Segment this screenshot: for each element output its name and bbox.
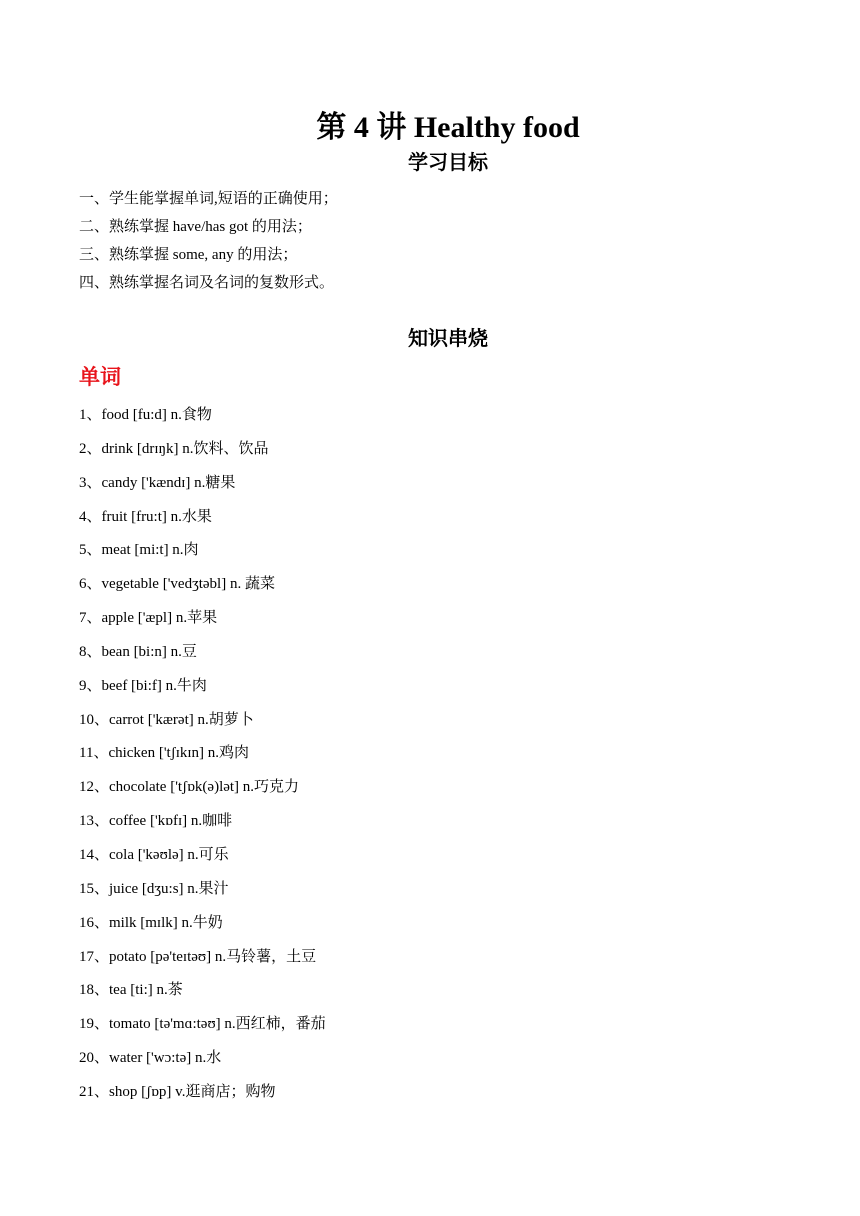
vocab-item: 20、water ['wɔ:tə] n.水: [79, 1050, 222, 1067]
goals-list: [79, 185, 338, 297]
goal-item: 二、熟练掌握 have/has got 的用法；: [79, 219, 312, 235]
vocab-item: 16、milk [mɪlk] n.牛奶: [79, 914, 223, 931]
vocab-item: 11、chicken ['tʃɪkɪn] n.鸡肉: [79, 745, 250, 762]
vocab-item: 21、shop [ʃɒp] v.逛商店；购物: [79, 1083, 276, 1100]
vocab-item: 9、beef [bi:f] n.牛肉: [79, 677, 207, 694]
goal-item: 三、熟练掌握 some, any 的用法；: [79, 247, 298, 263]
vocab-item: 3、candy ['kændɪ] n.糖果: [79, 474, 236, 491]
vocab-item: 4、fruit [fru:t] n.水果: [79, 508, 212, 525]
vocab-list: [79, 399, 326, 1110]
vocab-item: 18、tea [ti:] n.茶: [79, 982, 183, 999]
vocab-item: 10、carrot ['kærət] n.胡萝卜: [79, 711, 254, 728]
vocab-item: 15、juice [dʒu:s] n.果汁: [79, 880, 229, 897]
vocab-item: 19、tomato [tə'mɑ:təʊ] n.西红柿，番茄: [79, 1016, 326, 1033]
vocab-item: 14、cola ['kəʊlə] n.可乐: [79, 846, 229, 863]
vocab-item: 2、drink [drɪŋk] n.饮料、饮品: [79, 440, 269, 457]
vocab-item: 17、potato [pə'teɪtəʊ] n.马铃薯，土豆: [79, 948, 317, 965]
vocab-item: 13、coffee ['kɒfɪ] n.咖啡: [79, 813, 233, 830]
knowledge-heading: 知识串烧: [408, 326, 488, 350]
goals-heading: 学习目标: [408, 150, 488, 174]
vocab-heading: 单词: [79, 365, 121, 389]
vocab-item: 6、vegetable ['vedʒtəbl] n. 蔬菜: [79, 576, 275, 593]
vocab-item: 1、food [fu:d] n.食物: [79, 407, 212, 423]
vocab-item: 8、bean [bi:n] n.豆: [79, 643, 197, 660]
goal-item: 四、熟练掌握名词及名词的复数形式。: [79, 275, 335, 291]
vocab-item: 5、meat [mi:t] n.肉: [79, 542, 199, 559]
lesson-title: 第 4 讲 Healthy food: [316, 111, 580, 144]
vocab-item: 12、chocolate ['tʃɒk(ə)lət] n.巧克力: [79, 779, 300, 796]
goal-item: 一、学生能掌握单词,短语的正确使用；: [79, 191, 338, 207]
vocab-item: 7、apple ['æpl] n.苹果: [79, 610, 218, 627]
